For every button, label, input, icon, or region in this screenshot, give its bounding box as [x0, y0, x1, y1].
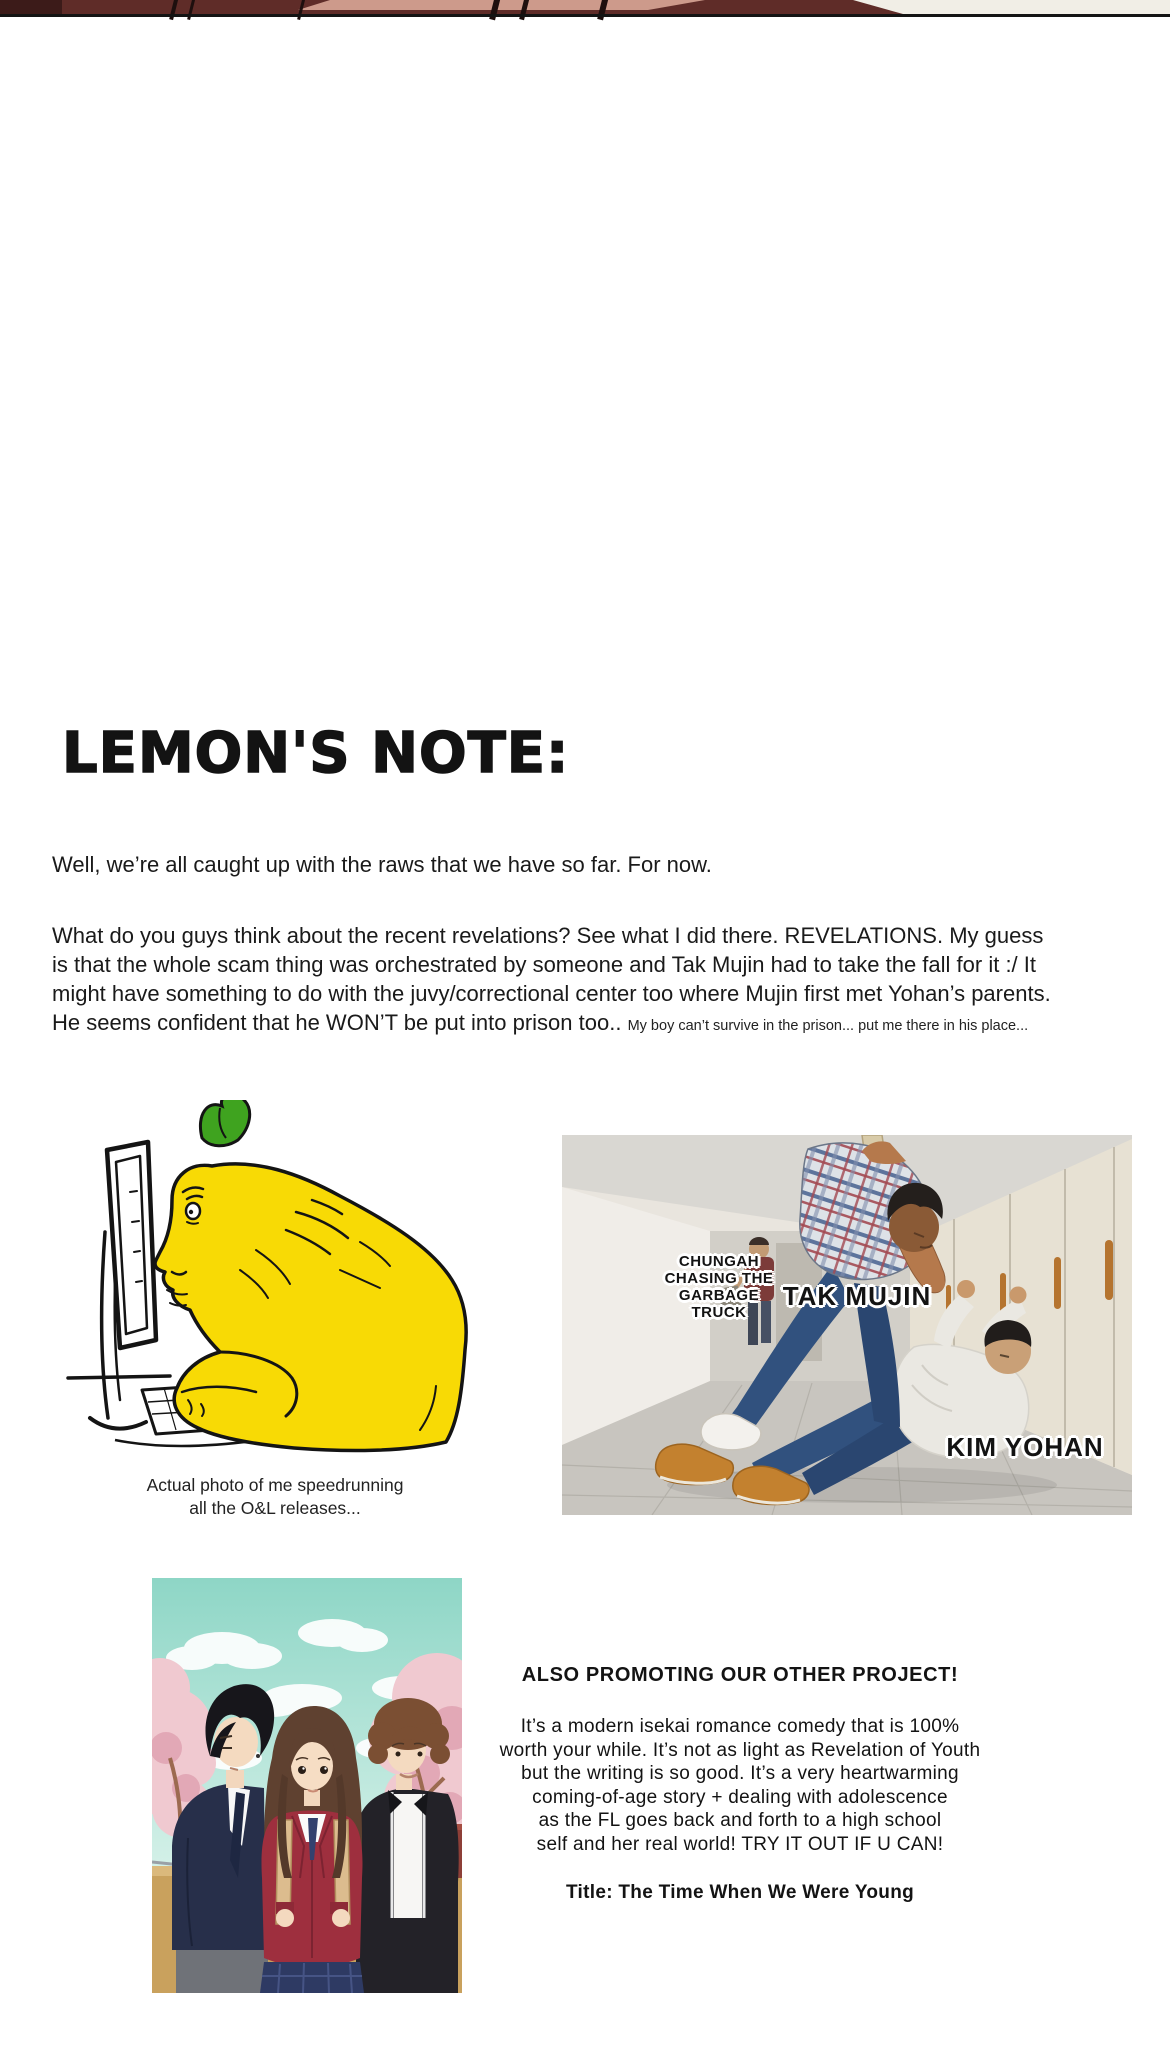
promo-line: worth your while. It’s not as light as Revelation of Youth [499, 1739, 981, 1761]
promo-block [455, 1664, 1025, 1904]
comic-art-shadow [0, 0, 62, 14]
promo-line: but the writing is so good. It’s a very heartwarming [521, 1763, 959, 1784]
note-paragraph-2 [52, 921, 1064, 1037]
lemons-note-heading: LEMON'S NOTE: [62, 721, 570, 786]
lemon-caption-line2: all the O&L releases... [189, 1498, 361, 1518]
bullying-meme-image [562, 1135, 1132, 1515]
promo-title: Title: The Time When We Were Young [565, 1882, 915, 1903]
promo-heading: ALSO PROMOTING OUR OTHER PROJECT! [521, 1664, 959, 1686]
note-paragraph-1: Well, we’re all caught up with the raws that we have so far. For now. [52, 852, 712, 877]
lemon-cartoon-image [60, 1100, 480, 1468]
cover-scene-svg [152, 1578, 462, 1993]
lemon-stem [200, 1100, 249, 1146]
promo-line: as the FL goes back and forth to a high school [538, 1810, 942, 1831]
computer-monitor [68, 1142, 170, 1429]
cover-girl [260, 1706, 364, 1993]
cover-right-boy [356, 1698, 459, 1993]
promo-line: It’s a modern isekai romance comedy that is 100% [520, 1716, 960, 1737]
webtoon-cover-image [152, 1578, 462, 1993]
promo-line: self and her real world! TRY IT OUT IF U CAN! [536, 1833, 944, 1855]
panel-border [0, 14, 1170, 17]
meme-label-kim-yohan: KIM YOHAN [946, 1432, 1104, 1462]
note-paragraph-2-aside: My boy can’t survive in the prison... put me there in his place... [627, 1018, 1029, 1034]
lemon-caption [55, 1474, 495, 1520]
lemon-cartoon-svg [60, 1100, 480, 1468]
meme-label-tak-mujin: TAK MUJIN [782, 1281, 932, 1311]
promo-line: coming-of-age story + dealing with adolescence [532, 1786, 948, 1808]
promo-paragraph [455, 1715, 1025, 1856]
lemon-body [155, 1164, 466, 1451]
comic-art-strip [0, 0, 1170, 17]
lemon-caption-line1: Actual photo of me speedrunning [146, 1475, 404, 1495]
note-paragraph-2-main: What do you guys think about the recent revelations? See what I did there. REVELATIONS. My guess is that the whole scam thing was orchestrated by someone and Tak Mujin had to take the fall for it :/ It might have something to do with the juvy/correctional center too where Mujin first met Yohan’s parents. He seems confident that he WON’T be put into prison too.. [52, 923, 1051, 1035]
meme-label-chungah: CHUNGAH CHASING THE GARBAGE TRUCK [664, 1253, 774, 1321]
